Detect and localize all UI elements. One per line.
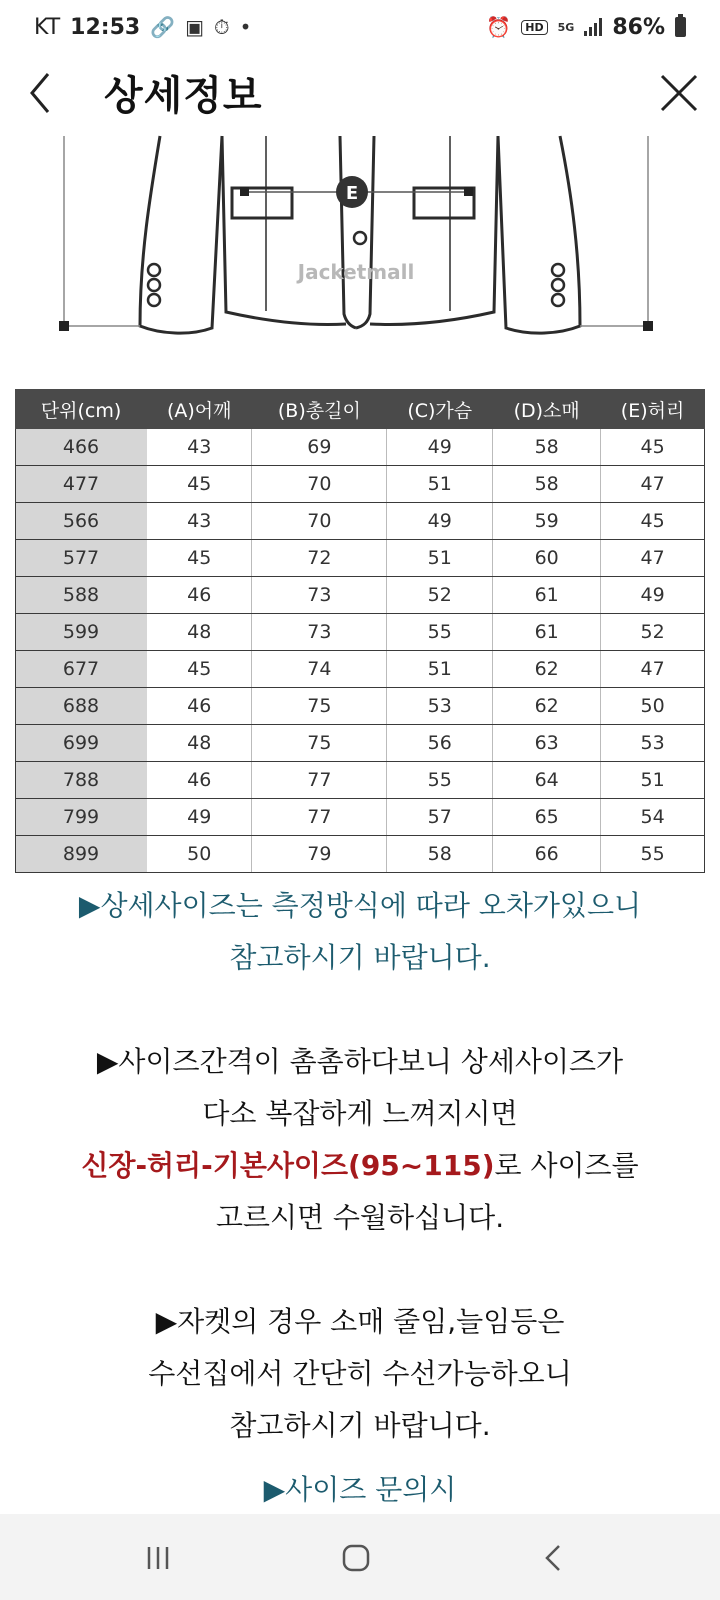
jacket-drawing bbox=[0, 136, 720, 376]
dot-icon: • bbox=[239, 15, 252, 39]
measurement-cell: 47 bbox=[601, 540, 705, 577]
size-cell: 677 bbox=[16, 651, 147, 688]
measurement-cell: 46 bbox=[147, 577, 252, 614]
measurement-cell: 46 bbox=[147, 688, 252, 725]
column-header: (A)어깨 bbox=[147, 390, 252, 429]
diagram-marker-e: E bbox=[345, 183, 359, 204]
signal-icon bbox=[584, 18, 602, 36]
measurement-cell: 50 bbox=[147, 836, 252, 873]
table-row bbox=[16, 577, 705, 614]
measurement-cell: 77 bbox=[252, 762, 387, 799]
measurement-cell: 72 bbox=[252, 540, 387, 577]
column-header: (C)가슴 bbox=[387, 390, 493, 429]
measurement-cell: 45 bbox=[147, 651, 252, 688]
status-bar bbox=[0, 0, 720, 54]
measurement-cell: 53 bbox=[601, 725, 705, 762]
column-header: (D)소매 bbox=[493, 390, 601, 429]
note-measurement-line1: ▶상세사이즈는 측정방식에 따라 오차가있으니 bbox=[78, 889, 642, 922]
battery-percent: 86% bbox=[612, 14, 665, 40]
jacket-size-diagram bbox=[0, 136, 720, 376]
timer-icon: ⏱ bbox=[214, 15, 230, 39]
home-icon bbox=[340, 1542, 372, 1574]
measurement-cell: 65 bbox=[493, 799, 601, 836]
measurement-cell: 45 bbox=[147, 466, 252, 503]
note-size-highlight: 신장-허리-기본사이즈(95~115) bbox=[81, 1149, 495, 1182]
measurement-cell: 50 bbox=[601, 688, 705, 725]
measurement-cell: 46 bbox=[147, 762, 252, 799]
table-row bbox=[16, 762, 705, 799]
size-cell: 599 bbox=[16, 614, 147, 651]
back-arrow-icon bbox=[539, 1542, 569, 1574]
measurement-cell: 55 bbox=[387, 762, 493, 799]
alarm-icon: ⏰ bbox=[486, 15, 512, 39]
link-icon: 🔗 bbox=[150, 15, 176, 39]
battery-icon bbox=[675, 17, 686, 37]
measurement-cell: 51 bbox=[601, 762, 705, 799]
note-alter-line3: 참고하시기 바랍니다. bbox=[229, 1409, 491, 1442]
size-cell: 688 bbox=[16, 688, 147, 725]
size-cell: 577 bbox=[16, 540, 147, 577]
note-size-line2: 다소 복잡하게 느껴지시면 bbox=[202, 1097, 518, 1130]
measurement-cell: 58 bbox=[493, 466, 601, 503]
measurement-cell: 48 bbox=[147, 614, 252, 651]
column-header: 단위(cm) bbox=[16, 390, 147, 429]
measurement-cell: 55 bbox=[387, 614, 493, 651]
size-cell: 799 bbox=[16, 799, 147, 836]
measurement-cell: 49 bbox=[387, 503, 493, 540]
measurement-cell: 79 bbox=[252, 836, 387, 873]
table-row bbox=[16, 429, 705, 466]
table-body bbox=[16, 429, 705, 873]
measurement-cell: 47 bbox=[601, 466, 705, 503]
recent-apps-icon bbox=[143, 1543, 173, 1573]
measurement-cell: 63 bbox=[493, 725, 601, 762]
measurement-cell: 52 bbox=[387, 577, 493, 614]
measurement-cell: 55 bbox=[601, 836, 705, 873]
status-right bbox=[486, 15, 686, 40]
measurement-cell: 51 bbox=[387, 540, 493, 577]
note-measurement-line2: 참고하시기 바랍니다. bbox=[229, 941, 491, 974]
size-cell: 788 bbox=[16, 762, 147, 799]
note-inquiry-partial bbox=[0, 1473, 720, 1514]
measurement-cell: 66 bbox=[493, 836, 601, 873]
measurement-cell: 49 bbox=[387, 429, 493, 466]
note-size-line3-rest: 로 사이즈를 bbox=[494, 1149, 639, 1182]
carrier-label: KT bbox=[34, 14, 61, 40]
note-alter-line1: ▶자켓의 경우 소매 줄임,늘임등은 bbox=[155, 1305, 565, 1338]
watermark-label: Jacketmall bbox=[297, 260, 415, 284]
measurement-cell: 51 bbox=[387, 466, 493, 503]
status-left bbox=[34, 15, 251, 40]
measurement-cell: 58 bbox=[387, 836, 493, 873]
back-button[interactable] bbox=[24, 68, 68, 118]
hd-badge: HD bbox=[521, 20, 547, 35]
table-row bbox=[16, 466, 705, 503]
note-alter-line2: 수선집에서 간단히 수선가능하오니 bbox=[148, 1357, 572, 1390]
note-size-line1: ▶사이즈간격이 촘촘하다보니 상세사이즈가 bbox=[96, 1045, 624, 1078]
size-cell: 899 bbox=[16, 836, 147, 873]
measurement-cell: 62 bbox=[493, 651, 601, 688]
chevron-left-icon bbox=[24, 68, 68, 118]
column-header: (E)허리 bbox=[601, 390, 705, 429]
measurement-cell: 45 bbox=[601, 429, 705, 466]
measurement-cell: 64 bbox=[493, 762, 601, 799]
table-row bbox=[16, 540, 705, 577]
measurement-cell: 48 bbox=[147, 725, 252, 762]
measurement-cell: 69 bbox=[252, 429, 387, 466]
table-row bbox=[16, 725, 705, 762]
measurement-cell: 45 bbox=[601, 503, 705, 540]
close-icon bbox=[656, 70, 702, 116]
table-header-row bbox=[16, 390, 705, 429]
measurement-cell: 77 bbox=[252, 799, 387, 836]
measurement-cell: 49 bbox=[601, 577, 705, 614]
close-button[interactable] bbox=[656, 70, 702, 116]
measurement-cell: 49 bbox=[147, 799, 252, 836]
measurement-cell: 70 bbox=[252, 503, 387, 540]
measurement-cell: 61 bbox=[493, 614, 601, 651]
measurement-cell: 73 bbox=[252, 614, 387, 651]
page-title: 상세정보 bbox=[104, 73, 263, 119]
table-row bbox=[16, 651, 705, 688]
measurement-cell: 74 bbox=[252, 651, 387, 688]
measurement-cell: 56 bbox=[387, 725, 493, 762]
measurement-cell: 43 bbox=[147, 429, 252, 466]
measurement-cell: 57 bbox=[387, 799, 493, 836]
size-cell: 699 bbox=[16, 725, 147, 762]
recent-apps-button[interactable] bbox=[128, 1536, 188, 1580]
measurement-cell: 60 bbox=[493, 540, 601, 577]
note-size-line4: 고르시면 수월하십니다. bbox=[215, 1201, 505, 1234]
image-icon: ▣ bbox=[185, 15, 205, 39]
note-size-line3 bbox=[0, 1140, 720, 1192]
measurement-cell: 62 bbox=[493, 688, 601, 725]
measurement-cell: 61 bbox=[493, 577, 601, 614]
table-row bbox=[16, 836, 705, 873]
table-row bbox=[16, 503, 705, 540]
size-cell: 588 bbox=[16, 577, 147, 614]
measurement-cell: 58 bbox=[493, 429, 601, 466]
note-inquiry-text: ▶사이즈 문의시 bbox=[263, 1473, 457, 1506]
home-button[interactable] bbox=[326, 1536, 386, 1580]
table-row bbox=[16, 614, 705, 651]
measurement-cell: 52 bbox=[601, 614, 705, 651]
system-back-button[interactable] bbox=[524, 1536, 584, 1580]
clock: 12:53 bbox=[70, 14, 141, 40]
measurement-cell: 51 bbox=[387, 651, 493, 688]
measurement-cell: 75 bbox=[252, 725, 387, 762]
network-label: 5G bbox=[557, 20, 575, 34]
measurement-cell: 59 bbox=[493, 503, 601, 540]
measurement-cell: 43 bbox=[147, 503, 252, 540]
measurement-cell: 45 bbox=[147, 540, 252, 577]
measurement-cell: 73 bbox=[252, 577, 387, 614]
measurement-cell: 70 bbox=[252, 466, 387, 503]
table-row bbox=[16, 688, 705, 725]
header bbox=[0, 54, 720, 136]
system-nav-bar bbox=[0, 1514, 720, 1600]
measurement-cell: 75 bbox=[252, 688, 387, 725]
size-cell: 466 bbox=[16, 429, 147, 466]
size-table bbox=[15, 389, 705, 873]
size-cell: 566 bbox=[16, 503, 147, 540]
measurement-cell: 53 bbox=[387, 688, 493, 725]
measurement-cell: 54 bbox=[601, 799, 705, 836]
notes-section bbox=[0, 880, 720, 1452]
column-header: (B)총길이 bbox=[252, 390, 387, 429]
size-cell: 477 bbox=[16, 466, 147, 503]
table-row bbox=[16, 799, 705, 836]
measurement-cell: 47 bbox=[601, 651, 705, 688]
